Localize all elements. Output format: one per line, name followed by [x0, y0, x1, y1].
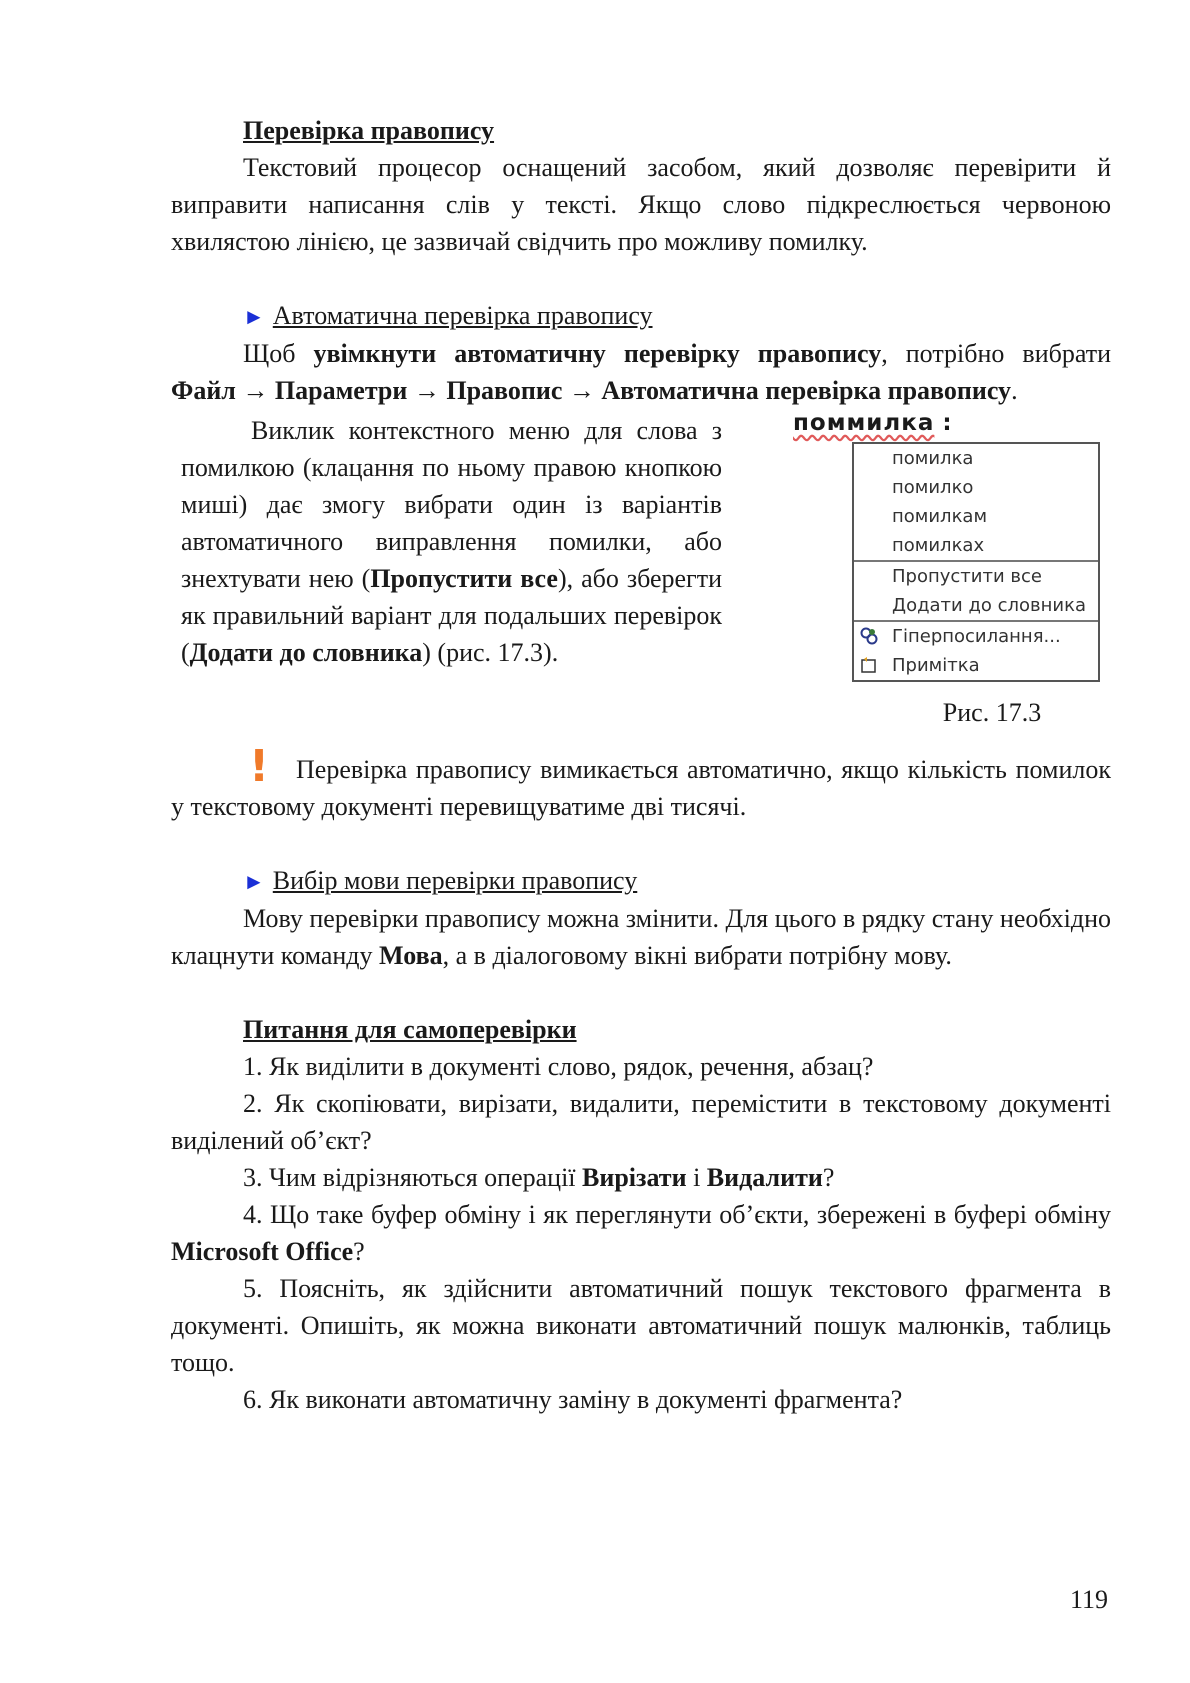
exclamation-icon: !	[249, 741, 270, 792]
misspelled-word: поммилка :	[793, 410, 953, 436]
hyperlink-icon	[860, 627, 878, 645]
context-menu-paragraph: Виклик контекстного меню для слова з помилкою (клацання по ньому правою кнопкою миші) дає змогу вибрати один із варіантів автоматичного виправлення помилки, або знехтувати нею (Пропустити все), або зберегти як правильний варіант для подальших перевірок (Додати до словника) (рис. 17.3).	[181, 416, 722, 667]
subsection-auto-title: ► Автоматична перевірка правопису	[243, 301, 653, 330]
figure-caption: Рис. 17.3	[942, 698, 1042, 727]
menu-item-add-to-dictionary[interactable]: Додати до словника	[892, 595, 1087, 616]
figure-context-menu	[793, 408, 1111, 731]
page-number: 119	[1070, 1585, 1109, 1614]
menu-item-hyperlink[interactable]: Гіперпосилання...	[854, 620, 1098, 651]
intro-paragraph: Текстовий процесор оснащений засобом, який дозволяє перевірити й виправити написання слів у тексті. Якщо слово підкреслюється червоною хвилястою лінією, це зазвичай свідчить про можливу помилку.	[171, 153, 1111, 256]
triangle-marker-icon: ►	[243, 304, 265, 329]
question-5: 5. Поясніть, як здійснити автоматичний пошук текстового фрагмента в документі. Опишіть, як можна виконати автоматичний пошук малюнків, таблиць тощо.	[171, 1274, 1111, 1377]
question-1: 1. Як виділити в документі слово, рядок, речення, абзац?	[243, 1052, 874, 1081]
menu-item-suggestion[interactable]: помилкам	[892, 506, 988, 527]
question-3: 3. Чим відрізняються операції Вирізати і Видалити?	[243, 1163, 835, 1192]
menu-item-suggestion[interactable]: помилка	[892, 448, 974, 469]
menu-item-ignore-all[interactable]: Пропустити все	[854, 560, 1098, 591]
triangle-marker-icon: ►	[243, 869, 265, 894]
auto-enable-paragraph: Щоб увімкнути автоматичну перевірку правопису, потрібно вибрати Файл → Параметри → Правопис → Автоматична перевірка правопису.	[171, 339, 1111, 405]
section-heading-spellcheck: Перевірка правопису	[243, 116, 495, 145]
subsection-language-title: ► Вибір мови перевірки правопису	[243, 866, 638, 895]
menu-item-suggestion[interactable]: помилко	[892, 477, 974, 498]
warning-block	[171, 741, 1111, 825]
note-icon	[860, 656, 878, 674]
language-paragraph: Мову перевірки правопису можна змінити. Для цього в рядку стану необхідно клацнути команду Мова, а в діалоговому вікні вибрати потрібну мову.	[171, 904, 1111, 970]
question-6: 6. Як виконати автоматичну заміну в документі фрагмента?	[243, 1385, 903, 1414]
spell-context-menu	[852, 442, 1100, 682]
menu-item-suggestion[interactable]: помилках	[892, 535, 985, 556]
page-body	[171, 112, 1111, 1418]
question-4: 4. Що таке буфер обміну і як переглянути об’єкти, збережені в буфері обміну Microsoft Office?	[171, 1200, 1111, 1266]
questions-heading: Питання для самоперевірки	[243, 1015, 577, 1044]
menu-item-note[interactable]: Примітка	[854, 651, 1098, 680]
warning-text: Перевірка правопису вимикається автоматично, якщо кількість помилок у текстовому документі перевищуватиме дві тисячі.	[171, 755, 1111, 821]
question-2: 2. Як скопіювати, вирізати, видалити, перемістити в текстовому документі виділений об’єкт?	[171, 1089, 1111, 1155]
